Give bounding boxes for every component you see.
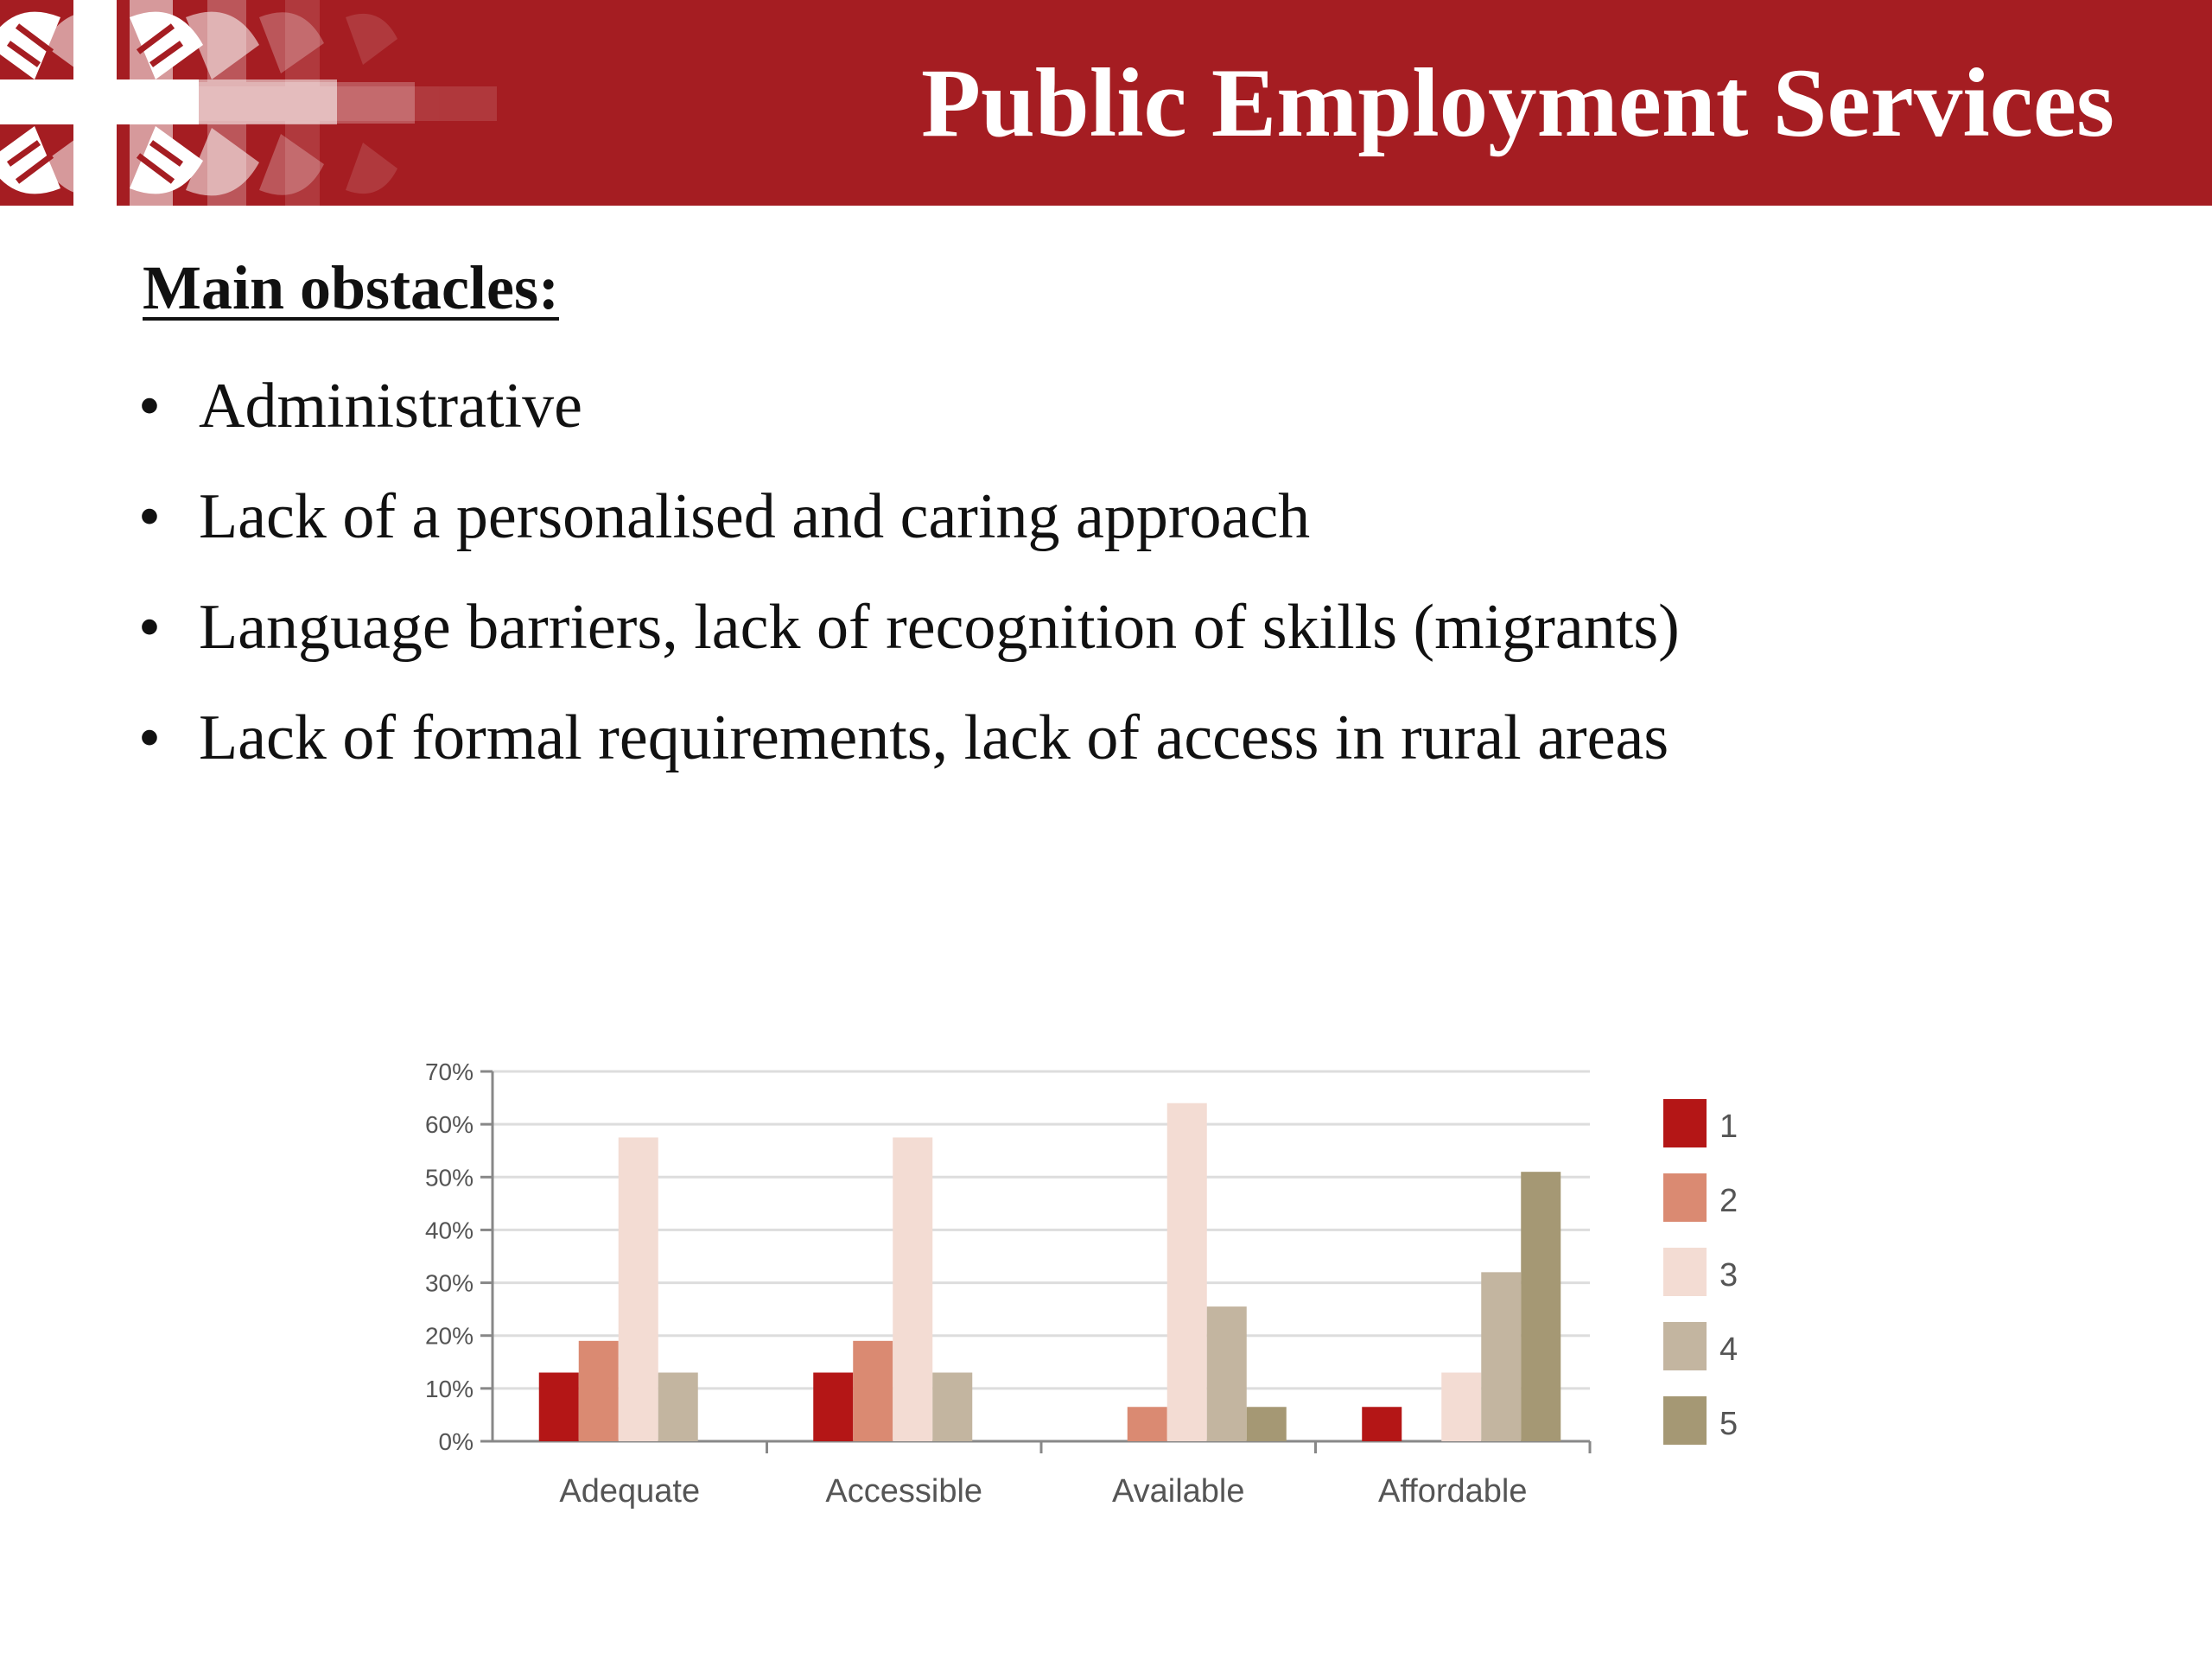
legend-swatch [1663, 1173, 1707, 1222]
bar [1362, 1407, 1402, 1441]
x-tick-label: Accessible [825, 1473, 983, 1510]
title-banner [0, 0, 2212, 206]
list-item: • Language barriers, lack of recognition of skills (migrants) [138, 584, 1680, 695]
bar [658, 1373, 698, 1441]
obstacle-list [138, 363, 1680, 805]
list-item: • Lack of formal requirements, lack of access in rural areas [138, 695, 1680, 805]
bar [1247, 1407, 1287, 1441]
bar [1481, 1272, 1521, 1441]
y-tick-label: 60% [424, 1111, 474, 1139]
bar [619, 1137, 658, 1441]
y-tick-label: 70% [424, 1058, 474, 1085]
legend-label: 3 [1719, 1257, 1738, 1294]
y-tick-label: 20% [424, 1322, 474, 1350]
legend-swatch [1663, 1099, 1707, 1147]
x-tick-label: Affordable [1377, 1473, 1528, 1510]
y-tick-label: 0% [438, 1428, 474, 1455]
bar [1167, 1103, 1207, 1441]
section-heading: Main obstacles: [143, 253, 559, 322]
bar [539, 1373, 579, 1441]
legend-swatch [1663, 1248, 1707, 1296]
legend-label: 4 [1719, 1332, 1738, 1368]
bar [1521, 1172, 1560, 1441]
bar [1128, 1407, 1167, 1441]
slide-title: Public Employment Services [921, 49, 2114, 157]
y-tick-label: 30% [424, 1269, 474, 1297]
legend-swatch [1663, 1322, 1707, 1370]
bar [579, 1341, 619, 1441]
legend-label: 1 [1719, 1109, 1738, 1145]
x-tick-label: Available [1111, 1473, 1245, 1510]
legend-label: 2 [1719, 1183, 1738, 1219]
list-item: • Administrative [138, 363, 1680, 474]
legend-swatch [1663, 1396, 1707, 1445]
bar [1441, 1373, 1481, 1441]
bar [932, 1373, 972, 1441]
caritas-cross-logo [0, 0, 518, 206]
y-tick-label: 10% [424, 1375, 474, 1402]
y-tick-label: 50% [424, 1164, 474, 1192]
bar [893, 1137, 932, 1441]
x-tick-label: Adequate [559, 1473, 701, 1510]
bar-chart [363, 1037, 1832, 1555]
bar [1207, 1306, 1247, 1441]
bar [853, 1341, 893, 1441]
legend-label: 5 [1719, 1406, 1738, 1442]
bar [813, 1373, 853, 1441]
list-item: • Lack of a personalised and caring approach [138, 474, 1680, 584]
y-tick-label: 40% [424, 1217, 474, 1244]
